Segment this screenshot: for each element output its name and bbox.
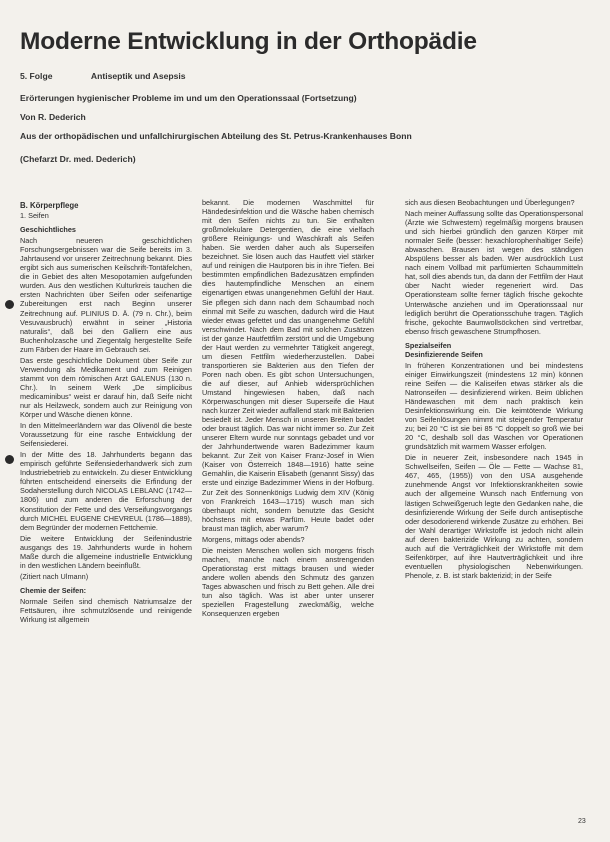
heading-disinfecting-soaps: Desinfizierende Seifen [405, 349, 483, 359]
text-column-1 [20, 198, 192, 838]
paragraph: In den Mittelmeerländern war das Olivenöl die beste Voraussetzung für eine rasche Entwicklung der Seifensiederei. [20, 421, 192, 449]
subsection-heading: 1. Seifen [20, 211, 49, 221]
chief-line: (Chefarzt Dr. med. Dederich) [20, 154, 136, 164]
section-heading: B. Körperpflege [20, 201, 79, 210]
paragraph: Die weitere Entwicklung der Seifenindustrie ausgangs des 19. Jahrhunderts wurde in hohem Maße durch die allgemeine industrielle Entwicklung in den westlichen Ländern beeinflußt. [20, 533, 192, 570]
paragraph: Morgens, mittags oder abends? [202, 534, 305, 544]
author-line: Von R. Dederich [20, 112, 86, 122]
series-part: 5. Folge [20, 71, 53, 81]
institution-line: Aus der orthopädischen und unfallchirurgischen Abteilung des St. Petrus-Krankenhauses Bonn [20, 131, 412, 141]
paragraph: Die meisten Menschen wollen sich morgens frisch machen, manche nach einem anstrengenden Operationstag erst mittags brausen und wieder andere wollen abends den Schmutz des ganzen Tages abwaschen und frisch zu Bett gehen. Alle drei tun also täglich. Was ist aber unter unserer speziellen Fragestellung zweckmäßig, welche Konsequenzen ergeben [202, 545, 374, 619]
paragraph: Das erste geschichtliche Dokument über Seife zur Verwendung als Medikament und zum Reinigen stammt von dem römischen Arzt GALENUS (130 n. Chr.). In seinem Werk „De simplicibus medicaminibus“ weist er darauf hin, daß Seife nicht nur als Heilzweck, sondern auch zur Reinigung von Körper und Wäsche dienen könne. [20, 355, 192, 420]
page-number: 23 [578, 818, 586, 825]
text-column-2 [202, 198, 374, 838]
article-title: Moderne Entwicklung in der Orthopädie [20, 28, 477, 55]
article-subtitle: Erörterungen hygienischer Probleme im und um den Operationssaal (Fortsetzung) [20, 93, 357, 103]
heading-chemistry: Chemie der Seifen: [20, 585, 87, 595]
punch-hole-top [5, 300, 14, 309]
text-column-3 [405, 198, 583, 838]
heading-history: Geschichtliches [20, 225, 76, 235]
paragraph: In früheren Konzentrationen und bei mindestens einiger Einwirkungszeit (mindestens 12 min) können reine Seifen — die Kaliseifen etwas stärker als die Natronseifen — desinfizierend wirken. Beim üblichen Händewaschen mit dem nach praktisch kein Desinfektionswirkung ein. Die keimtötende Wirkung von Seifenlösungen nimmt mit steigender Temperatur zu; bei 20 °C ist sie bei 85 °C doppelt so groß wie bei 20 °C, deshalb soll das Waschen vor Operationen grundsätzlich mit warmem Wasser erfolgen. [405, 360, 583, 452]
heading-special-soaps: Spezialseifen [405, 340, 452, 350]
series-topic: Antiseptik und Asepsis [90, 71, 186, 81]
paragraph: bekannt. Die modernen Waschmittel für Händedesinfektion und die Wäsche haben chemisch mit den Seifen nichts zu tun. Sie enthalten großmolekulare Detergentien, die eine vielfach größere Reinigungs- und Waschkraft als Seifen haben. Sie werden daher auch als Superseifen bezeichnet. Sie lösen auch das Hautfett viel stärker auf und reinigen die Hautporen bis in ihre Tiefen. Bei bestimmten empfindlichen Badezusätzen empfinden dies hautempfindliche Menschen an einem eigenartigen etwas unangenehmen Gefühl der Haut. Sie pflegen sich dann nach dem Schaumbad noch einmal mit Seife zu waschen, dadurch wird die Haut wieder etwas gefettet und das unangenehme Gefühl verschwindet. Nach dem Bad mit solchen Zusätzen ist der ganze Hautfettfilm zerstört und die Umgebung der Haut werden zu vermehrter Tätigkeit angeregt, um diesen Fettfilm wiederherzustellen. Dabei transportieren sie Bakterien aus den Tiefen der Poren nach oben. Es gibt schon Untersuchungen, die auf dieser, auf Anhieb widersprüchlichen Umstand hingewiesen haben, daß nach Körperwaschungen mit dieser Superseife die Haut nach kurzer Zeit wieder auffallend stark mit Bakterien besiedelt ist. Jeder Mensch in unseren Breiten badet oder braust täglich. Das war nicht immer so. Zur Zeit unserer Eltern wurde nur sonntags gebadet und vor der Jahrhundertwende waren Badezimmer kaum bekannt. Zur Zeit von Kaiser Franz-Josef in Wien (Kaiser von Österreich 1848—1916) hatte seine Gemahlin, die Kaiserin Elisabeth (genannt Sissy) das erste und einzige Badezimmer Wiens in der Hofburg. Zur Zeit des Sonnenkönigs Ludwig dem XIV (König von Frankreich 1643—1715) wusch man sich überhaupt nicht, sondern benutzte das Gesicht höchstens mit etwas Parfüm. Heute badet oder braust man täglich, aber warum? [202, 198, 374, 533]
punch-hole-bottom [5, 455, 14, 464]
paragraph: Nach neueren geschichtlichen Forschungsergebnissen war die Seife bereits im 3. Jahrtausend vor unserer Zeitrechnung bekannt. Dies ergibt sich aus sumerischen Keilschrift-Tontäfelchen, die in Gebiet des alten Mesopotamien aufgefunden wurden. Aus den westlichen Kulturkreis tauchen die ersten Nachrichten über Seifen oder seifenartige Zubereitungen erst nach Beginn unserer Zeitrechnung auf. PLINIUS D. Ä. (79 n. Chr.), beim Vesuvausbruch) erwähnt in seiner „Historia naturalis“, daß bei den Galliern eine aus Buchenholzasche und Ziegentalg hergestellte Seife zum Färben der Haare im Gebrauch sei. [20, 236, 192, 354]
paragraph: Die in neuerer Zeit, insbesondere nach 1945 in Schwellseifen, Seifen — Öle — Fette — Wachse 81, 467, 465, (1955)) von den USA ausgehende zunehmende Angst vor Infektionskrankheiten sowie auch der allgemeine Wunsch nach Entfernung von lästigen Schweißgeruch legte den Gedanken nahe, die desinfizierende Wirkung der Seife durch antiseptische oder desodorierend wirkende Zusätze zu erhöhen. Bei der Wahl derartiger Wirkstoffe ist jedoch nicht allein auf deren bakterizide Wirkung zu achten, sondern auch auf die Verträglichkeit der Wirkstoffe mit dem Seifenkörper, auf ihre Hautverträglichkeit und ihre eventuellen physiologischen Nebenwirkungen. Phenole, z. B. ist stark bakterizid; in der Seife [405, 453, 583, 580]
paragraph: sich aus diesen Beobachtungen und Überlegungen? [405, 198, 575, 207]
paragraph: In der Mitte des 18. Jahrhunderts begann das empirisch geführte Seifensiederhandwerk sich zum Industriebetrieb zu entwickeln. Zu dieser Entwicklung führten entscheidend einerseits die Erfindung der Sodaherstellung durch NICOLAS LEBLANC (1742—1806) und zum anderen die Erforschung der Konstitution der Fette und des Verseifungsvorgangs durch MICHEL EUGENE CHEVREUL (1786—1889), dem Begründer der modernen Fettchemie. [20, 450, 192, 532]
paragraph: Nach meiner Auffassung sollte das Operationspersonal (Ärzte wie Schwestern) regelmäßig morgens brausen und sich hierbei gründlich den ganzen Körper mit normaler Seife (besser: hexachlorophenhaltiger Seife) abwaschen. Brausen ist wegen des ständigen Abspülens besser als baden. Wer ausdrücklich Lust nach einem Vollbad mit parfümierten Schaummitteln hat, soll dies abends tun, da dann der Fettfilm der Haut über Nacht wieder regeneriert wird. Das Operationsteam sollte ferner täglich frische gekochte Unterwäsche anziehen und im Operationssaal nur lediglich berührt die Operationsschuhe tragen. Täglich frische, gekochte Baumwollsöckchen sind vertretbar, ebenso frisch gewaschene Strumpfhosen. [405, 209, 583, 336]
citation: (Zitiert nach Ulmann) [20, 571, 89, 581]
paragraph: Normale Seifen sind chemisch Natriumsalze der Fettsäuren, ihre schmutzlösende und reinigende Wirkung ist allgemein [20, 596, 192, 625]
series-line [20, 71, 186, 81]
